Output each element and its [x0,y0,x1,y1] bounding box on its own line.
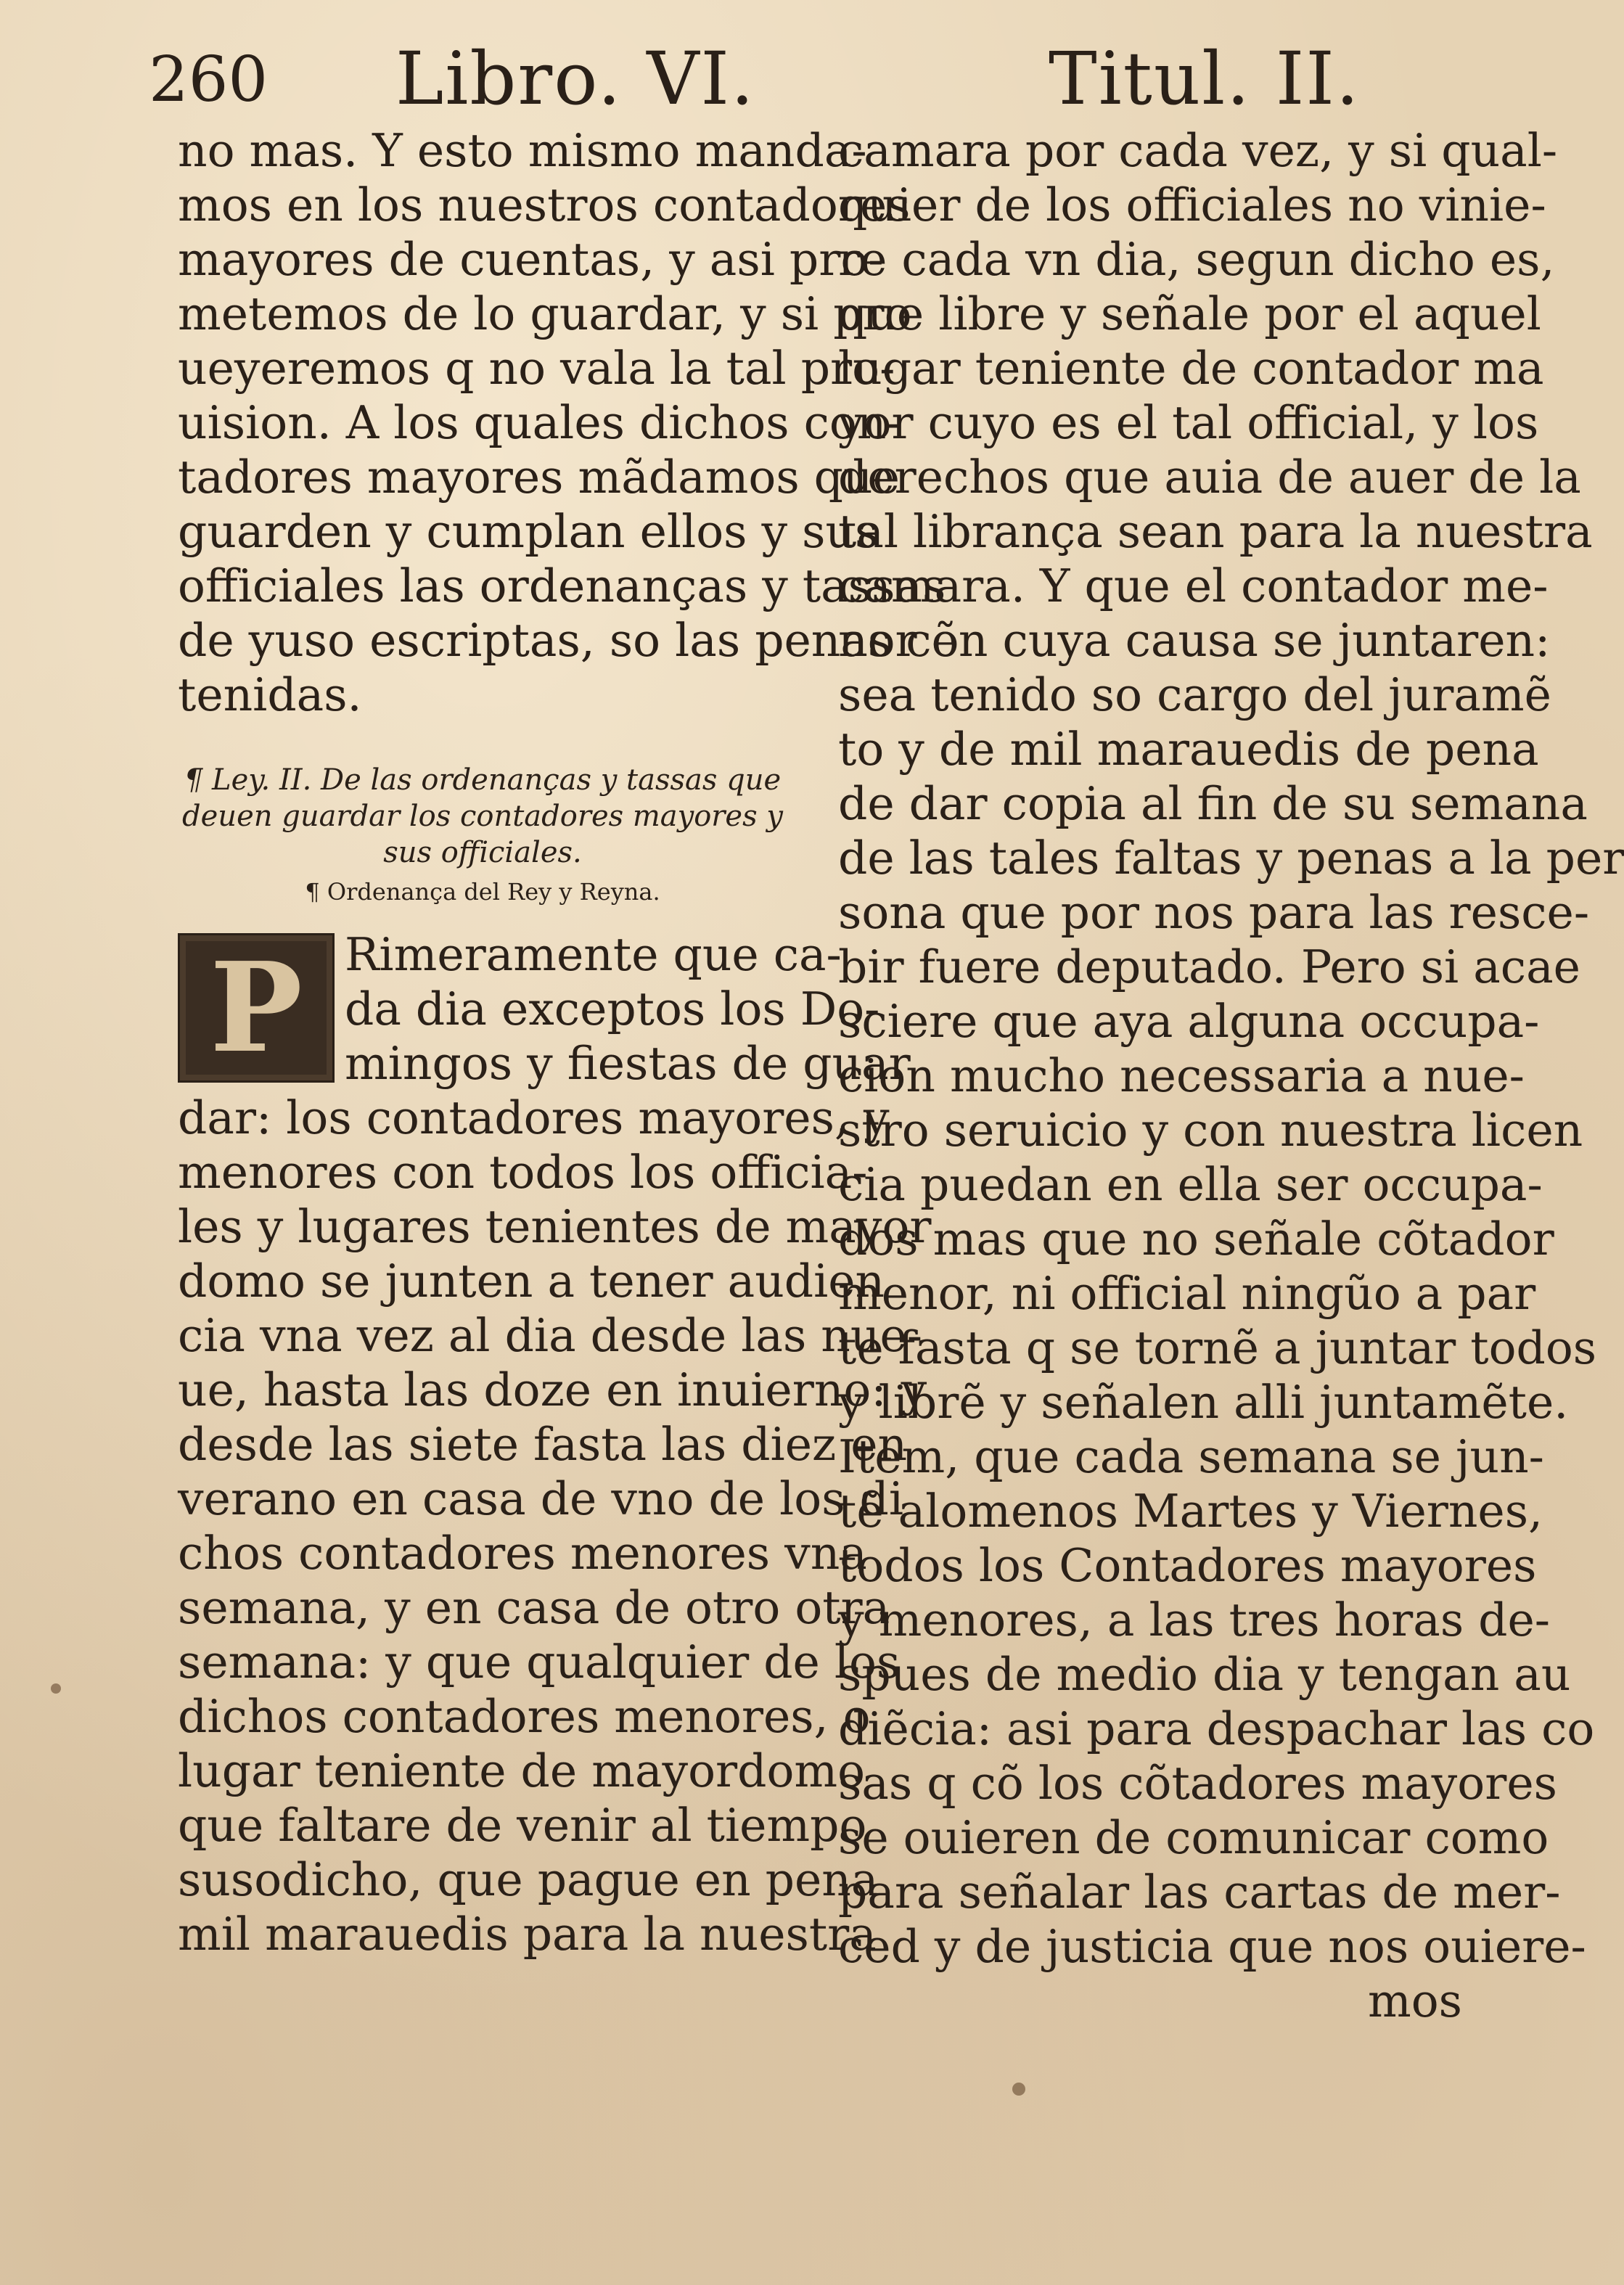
text-line: susodicho, que pague en pena [178,1853,879,1906]
left-column [178,123,959,1961]
text-line: desde las siete fasta las diez en [178,1418,908,1471]
text-line: camara por cada vez, y si qual- [838,124,1558,177]
text-line: nor en cuya causa se juntaren: [838,614,1551,667]
text-line: guarden y cumplan ellos y sus [178,505,879,558]
text-line: y menores, a las tres horas de- [838,1593,1551,1646]
text-line: te fasta q se tornẽ a juntar todos [838,1321,1597,1374]
text-line: cion mucho necessaria a nue- [838,1049,1525,1102]
text-line: lugar teniente de contador ma [838,342,1544,395]
text-line: sas q cõ los cõtadores mayores [838,1757,1557,1810]
text-line: ced y de justicia que nos ouiere- [838,1920,1586,1973]
text-line: diẽcia: asi para despachar las co [838,1702,1595,1755]
text-line: no mas. Y esto mismo manda- [178,124,867,177]
text-line: tẽ alomenos Martes y Viernes, [838,1485,1543,1538]
text-line: sciere que aya alguna occupa- [838,995,1540,1048]
text-line: mingos y fiestas de guar [345,1037,911,1090]
text-line: para señalar las cartas de mer- [838,1866,1561,1919]
decorated-initial-letter: P [178,933,335,1083]
text-line: tadores mayores mãdamos que [178,451,900,504]
law-heading [178,762,787,908]
text-line: de las tales faltas y penas a la per [838,832,1624,885]
left-column-body-text [178,1091,932,1961]
text-line: de dar copia al fin de su semana [838,777,1588,830]
right-column [838,123,1624,2028]
text-line: de yuso escriptas, so las penas cõ [178,614,959,667]
text-line: uision. A los quales dichos con- [178,396,902,449]
text-line: chos contadores menores vna [178,1527,867,1580]
folio-number: 260 [149,44,268,116]
text-line: les y lugares tenientes de mayor [178,1200,932,1253]
text-line: que libre y señale por el aquel [838,287,1541,340]
text-line: sea tenido so cargo del juramẽ [838,668,1551,721]
text-line: dichos contadores menores, o [178,1690,871,1743]
text-line: todos los Contadores mayores [838,1539,1537,1592]
decorated-paragraph [178,927,932,1961]
text-line: ue, hasta las doze en inuierno: y [178,1363,927,1416]
law-title: ¶ Ley. II. De las ordenanças y tassas que deuen guardar los contadores mayores y sus officiales. [182,763,783,869]
text-line: cia vna vez al dia desde las nue- [178,1309,923,1362]
text-line: menores con todos los officia- [178,1146,868,1199]
catchword: mos [1368,1974,1462,2027]
right-column-text [838,123,1624,1974]
ink-stain [51,1683,61,1694]
running-header [0,29,1493,121]
text-line: semana, y en casa de otro otra [178,1581,890,1634]
law-subtitle: ¶ Ordenança del Rey y Reyna. [305,878,660,906]
text-line: metemos de lo guardar, y si pro [178,287,912,340]
text-line: to y de mil marauedis de pena [838,723,1539,776]
running-title-right: Titul. II. [1049,36,1361,121]
text-line: lugar teniente de mayordomo [178,1744,866,1797]
text-line: mayores de cuentas, y asi pro- [178,233,884,286]
text-line: domo se junten a tener audien [178,1255,885,1308]
text-line: sona que por nos para las resce- [838,886,1590,939]
text-line: tenidas. [178,668,362,721]
text-line: se ouieren de comunicar como [838,1811,1549,1864]
text-line: derechos que auia de auer de la [838,451,1581,504]
text-line: mil marauedis para la nuestra [178,1908,877,1961]
text-line: que faltare de venir al tiempo [178,1799,867,1852]
text-line: officiales las ordenanças y tassas [178,559,946,612]
text-line: camara. Y que el contador me- [838,559,1549,612]
text-line: Item, que cada semana se jun- [838,1430,1544,1483]
text-line: quier de los officiales no vinie- [838,179,1546,231]
text-line: menor, ni official ningũo a par [838,1267,1536,1320]
text-line: stro seruicio y con nuestra licen [838,1104,1583,1157]
ink-stain [1012,2083,1025,2096]
text-line: cia puedan en ella ser occupa- [838,1158,1543,1211]
text-line: da dia exceptos los Do- [345,982,880,1035]
text-line: tal librança sean para la nuestra [838,505,1593,558]
text-line: dar: los contadores mayores, y [178,1091,890,1144]
text-line: spues de medio dia y tengan au [838,1648,1571,1701]
text-line: mos en los nuestros contadores [178,179,911,231]
text-line: dos mas que no señale cõtador [838,1213,1554,1265]
text-line: yor cuyo es el tal official, y los [838,396,1539,449]
text-line: Rimeramente que ca- [345,928,842,981]
text-line: y librẽ y señalen alli juntamẽte. [838,1376,1569,1429]
text-line: ueyeremos q no vala la tal pro- [178,342,895,395]
text-line: semana: y que qualquier de los [178,1636,901,1689]
running-title-left: Libro. VI. [395,36,755,121]
text-line: re cada vn dia, segun dicho es, [838,233,1555,286]
text-line: bir fuere deputado. Pero si acae [838,940,1580,993]
left-column-top-text [178,123,959,722]
text-line: verano en casa de vno de los di [178,1472,904,1525]
